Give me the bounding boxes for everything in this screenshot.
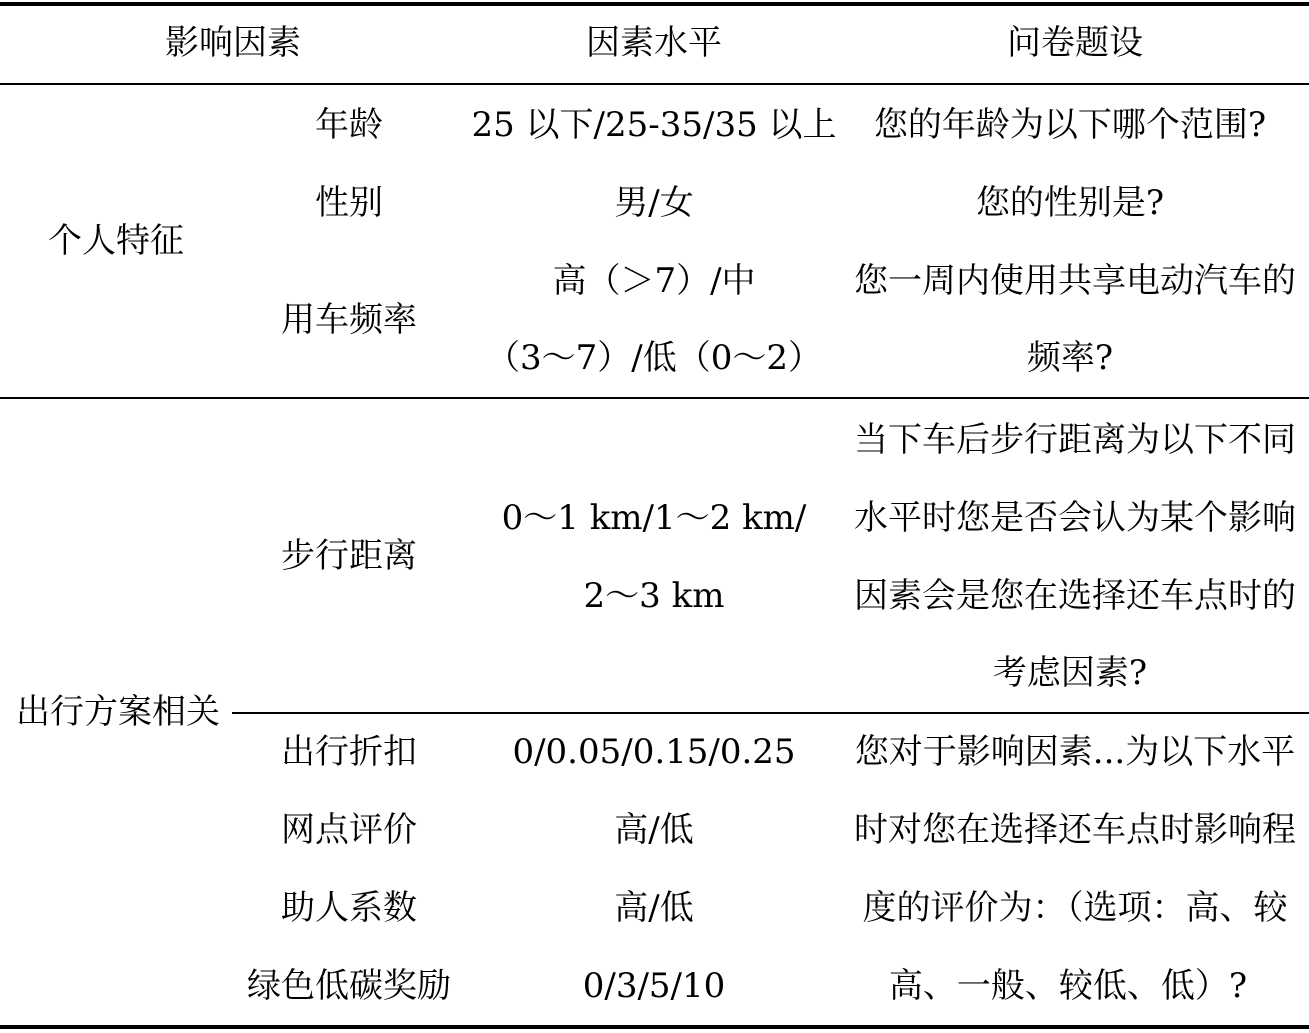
factor-frequency: 用车频率 [281,300,417,340]
level-gender: 男/女 [614,183,694,223]
level-rating: 高/低 [614,810,694,850]
question-shared-line1: 您对于影响因素...为以下水平 [854,732,1296,772]
question-gender: 您的性别是? [975,183,1165,223]
question-frequency-line1: 您一周内使用共享电动汽车的 [854,261,1296,301]
header-factor: 影响因素 [165,23,301,63]
level-walk-line2: 2～3 km [583,576,725,616]
section-rule [0,397,1309,399]
question-age: 您的年龄为以下哪个范围? [873,105,1267,145]
level-helper: 高/低 [614,888,694,928]
factor-walk: 步行距离 [281,536,417,576]
factor-gender: 性别 [315,183,383,223]
header-question: 问卷题设 [1007,23,1143,63]
header-level: 因素水平 [586,23,722,63]
level-frequency-line2: （3～7）/低（0～2） [486,338,822,378]
question-frequency-line2: 频率? [1026,338,1114,378]
level-discount: 0/0.05/0.15/0.25 [512,732,796,772]
bottom-rule [0,1025,1309,1029]
question-shared-line4: 高、一般、较低、低）? [888,966,1248,1006]
factor-discount: 出行折扣 [281,732,417,772]
factor-green: 绿色低碳奖励 [247,966,451,1006]
header-rule [0,83,1309,85]
group-travel: 出行方案相关 [16,692,220,732]
factor-rating: 网点评价 [281,810,417,850]
level-walk-line1: 0～1 km/1～2 km/ [501,498,807,538]
question-walk-line2: 水平时您是否会认为某个影响 [854,498,1296,538]
question-walk-line1: 当下车后步行距离为以下不同 [854,420,1296,460]
question-shared-line3: 度的评价为：（选项：高、较 [862,888,1288,928]
subsection-rule [232,712,1309,714]
level-age: 25 以下/25-35/35 以上 [471,105,837,145]
question-walk-line3: 因素会是您在选择还车点时的 [854,576,1296,616]
question-walk-line4: 考虑因素? [992,653,1148,693]
top-rule [0,2,1309,6]
level-green: 0/3/5/10 [582,966,726,1006]
level-frequency-line1: 高（＞7）/中 [552,261,756,301]
group-personal: 个人特征 [48,221,184,261]
question-shared-line2: 时对您在选择还车点时影响程 [854,810,1296,850]
factor-helper: 助人系数 [281,888,417,928]
factor-age: 年龄 [315,105,383,145]
